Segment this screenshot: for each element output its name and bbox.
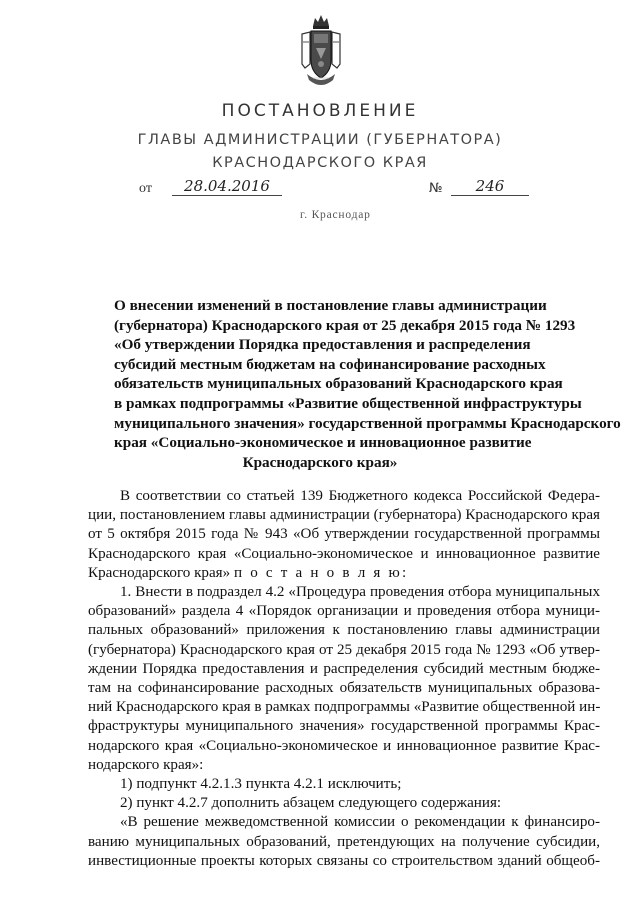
issuing-authority-line-2: КРАСНОДАРСКОГО КРАЯ xyxy=(212,155,428,171)
body-line: Краснодарского края «Социально-экономическое и инновационное развитие xyxy=(88,545,600,562)
issuing-city: г. Краснодар xyxy=(300,209,371,221)
title-line: обязательств муниципальных образований Краснодарского края xyxy=(114,375,563,393)
body-line: инвестиционные проекты которых связаны со строительством зданий общеоб- xyxy=(88,852,600,869)
title-line: субсидий местным бюджетам на софинансирование расходных xyxy=(114,355,546,373)
body-line: «В решение межведомственной комиссии о рекомендации к финансиро- xyxy=(120,814,600,831)
date-label: от xyxy=(139,181,152,196)
body-line: нодарского края «Социально-экономическое и инновационное развитие Крас- xyxy=(88,737,600,754)
title-line: «Об утверждении Порядка предоставления и распределения xyxy=(114,336,531,354)
body-line: нодарского края»: xyxy=(88,756,204,773)
body-line: образований» раздела 4 «Порядок организации и проведения отбора муници- xyxy=(88,603,600,620)
body-line: от 5 октября 2015 года № 943 «Об утверждении государственной программы xyxy=(88,526,600,543)
body-line: пальных образований» приложения к постановлению главы администрации xyxy=(88,622,600,639)
krasnodar-coat-of-arms-icon xyxy=(299,12,343,90)
title-line: края «Социально-экономическое и инновационное развитие xyxy=(114,434,532,452)
body-line: В соответствии со статьей 139 Бюджетного кодекса Российской Федера- xyxy=(120,488,600,504)
title-line: в рамках подпрограммы «Развитие общественной инфраструктуры xyxy=(114,394,582,412)
number-label: № xyxy=(429,181,443,196)
title-line: муниципального значения» государственной программы Краснодарского xyxy=(114,414,621,432)
body-line: там на софинансирование расходных обязательств муниципальных образова- xyxy=(88,680,600,697)
title-line: (губернатора) Краснодарского края от 25 декабря 2015 года № 1293 xyxy=(114,316,576,334)
body-line: 2) пункт 4.2.7 дополнить абзацем следующего содержания: xyxy=(120,795,502,812)
body-line: ванию муниципальных образований, претендующих на получение субсидии, xyxy=(88,833,600,850)
title-line: Краснодарского края» xyxy=(242,453,398,471)
body-line-text: Краснодарского края» xyxy=(88,564,231,581)
body-line: 1. Внести в подраздел 4.2 «Процедура проведения отбора муниципальных xyxy=(120,584,600,601)
document-number: 246 xyxy=(451,178,529,196)
body-line: ции, постановлением главы администрации (губернатора) Краснодарского края xyxy=(88,507,600,524)
document-date: 28.04.2016 xyxy=(172,178,282,196)
resolution-word: п о с т а н о в л я ю: xyxy=(233,564,409,581)
title-line: О внесении изменений в постановление главы администрации xyxy=(114,297,547,314)
body-line: ждении Порядка предоставления и распределения субсидий местным бюдже- xyxy=(88,660,600,677)
body-line: ний Краснодарского края в рамках подпрограммы «Развитие общественной ин- xyxy=(88,699,601,716)
issuing-authority-line-1: ГЛАВЫ АДМИНИСТРАЦИИ (ГУБЕРНАТОРА) xyxy=(137,132,503,148)
body-line: 1) подпункт 4.2.1.3 пункта 4.2.1 исключить; xyxy=(120,776,402,793)
body-line: фраструктуры муниципального значения» государственной программы Крас- xyxy=(88,718,600,735)
document-type: ПОСТАНОВЛЕНИЕ xyxy=(221,101,419,121)
body-line xyxy=(88,564,600,583)
document-body xyxy=(88,487,600,871)
document-title xyxy=(114,296,621,472)
body-line: (губернатора) Краснодарского края от 25 декабря 2015 года № 1293 «Об утвер- xyxy=(88,641,600,658)
